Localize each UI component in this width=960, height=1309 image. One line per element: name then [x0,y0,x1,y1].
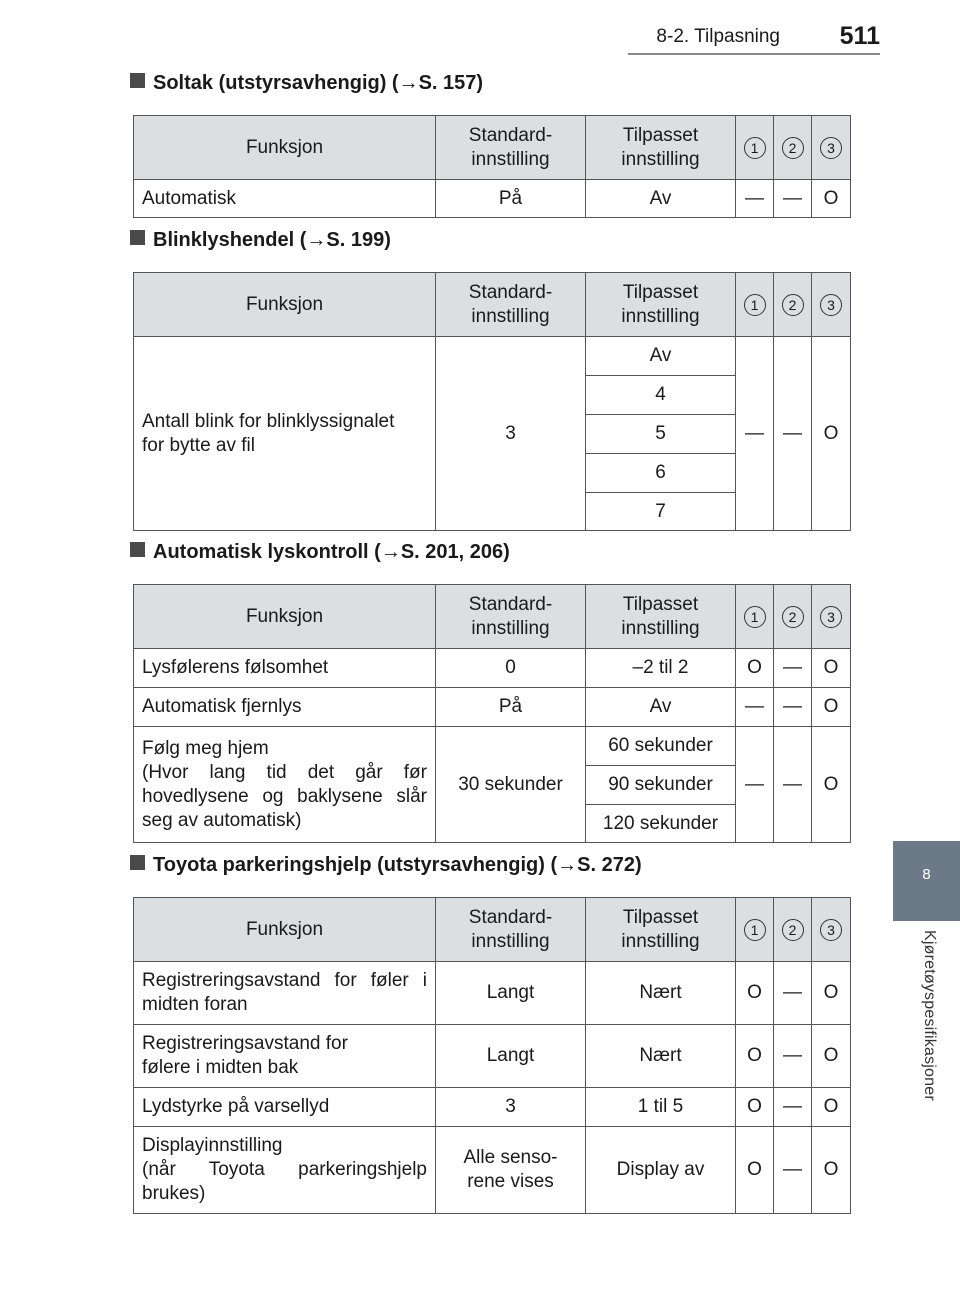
table-row [134,180,851,218]
table-row [134,962,851,1025]
cell-default: Langt [436,1025,586,1088]
col-custom: Tilpasset innstilling [586,273,736,337]
cell-custom-option: 5 [586,415,736,454]
cell-c3: O [812,688,851,727]
square-bullet-icon [130,542,145,557]
cell-c2: — [774,688,812,727]
cell-c1: O [736,1025,774,1088]
circled-2-icon: 2 [782,294,804,316]
circled-2-icon: 2 [782,137,804,159]
table-header-row [134,273,851,337]
chapter-label: Kjøretøyspesifikasjoner [921,930,938,1101]
cell-c3: O [812,1127,851,1214]
cell-default: 3 [436,1088,586,1127]
cell-c3: O [812,649,851,688]
col-function: Funksjon [134,273,436,337]
cell-c3: O [812,337,851,531]
circled-2-icon: 2 [782,919,804,941]
cell-c2: — [774,962,812,1025]
header-rule [628,53,880,55]
cell-c1: — [736,337,774,531]
cell-custom: Nært [586,962,736,1025]
cell-custom-option: 120 sekunder [586,805,736,843]
section-heading-lyskontroll: Automatisk lyskontroll (→S. 201, 206) [130,541,510,564]
col-default: Standard- innstilling [436,116,586,180]
table-header-row [134,116,851,180]
table-row [134,337,851,376]
cell-function: Registreringsavstand for følere i midten bak [134,1025,436,1088]
circled-1-icon: 1 [744,606,766,628]
table-blinklys [133,272,851,531]
circled-1-icon: 1 [744,137,766,159]
col-function: Funksjon [134,585,436,649]
cell-c1: O [736,962,774,1025]
cell-default: På [436,180,586,218]
cell-c1: O [736,649,774,688]
cell-c2: — [774,180,812,218]
cell-function: Følg meg hjem (Hvor lang tid det går før hovedlysene og baklysene slår seg av automatisk) [134,727,436,843]
cell-function: Antall blink for blinklyssignalet for bytte av fil [134,337,436,531]
cell-custom-option: 4 [586,376,736,415]
cell-c1: O [736,1088,774,1127]
cell-c3: O [812,180,851,218]
section-title: 8-2. Tilpasning [656,26,780,47]
col-default: Standard- innstilling [436,585,586,649]
cell-custom-option: 7 [586,493,736,531]
page-number: 511 [839,22,880,50]
table-lyskontroll [133,584,851,843]
cell-default: Langt [436,962,586,1025]
cell-default: 30 sekunder [436,727,586,843]
col-default: Standard- innstilling [436,273,586,337]
circled-3-icon: 3 [820,137,842,159]
cell-custom-option: 90 sekunder [586,766,736,805]
cell-c2: — [774,1088,812,1127]
square-bullet-icon [130,73,145,88]
cell-c1: — [736,727,774,843]
cell-function: Registreringsavstand for føler i midten foran [134,962,436,1025]
cell-c2: — [774,1127,812,1214]
chapter-tab[interactable]: 8 [893,841,960,921]
circled-3-icon: 3 [820,606,842,628]
section-heading-soltak: Soltak (utstyrsavhengig) (→S. 157) [130,72,483,95]
cell-c3: O [812,1088,851,1127]
cell-c2: — [774,727,812,843]
cell-c1: — [736,180,774,218]
col-custom: Tilpasset innstilling [586,898,736,962]
col-default: Standard- innstilling [436,898,586,962]
table-row [134,727,851,766]
cell-c3: O [812,727,851,843]
cell-c2: — [774,337,812,531]
cell-default: 0 [436,649,586,688]
circled-3-icon: 3 [820,919,842,941]
cell-c3: O [812,1025,851,1088]
col-custom: Tilpasset innstilling [586,585,736,649]
table-row [134,1025,851,1088]
col-custom: Tilpasset innstilling [586,116,736,180]
circled-2-icon: 2 [782,606,804,628]
cell-c2: — [774,1025,812,1088]
cell-custom: Nært [586,1025,736,1088]
cell-default: 3 [436,337,586,531]
cell-custom-option: 6 [586,454,736,493]
page-header [0,22,960,56]
col-function: Funksjon [134,116,436,180]
circled-3-icon: 3 [820,294,842,316]
cell-function: Automatisk [134,180,436,218]
table-header-row [134,585,851,649]
cell-c3: O [812,962,851,1025]
cell-c1: O [736,1127,774,1214]
cell-custom: Av [586,180,736,218]
cell-custom-option: Av [586,337,736,376]
cell-function: Automatisk fjernlys [134,688,436,727]
cell-custom-option: 60 sekunder [586,727,736,766]
table-row [134,1127,851,1214]
square-bullet-icon [130,230,145,245]
table-header-row [134,898,851,962]
cell-custom: 1 til 5 [586,1088,736,1127]
col-function: Funksjon [134,898,436,962]
cell-custom: Display av [586,1127,736,1214]
table-row [134,688,851,727]
section-heading-parkeringshjelp: Toyota parkeringshjelp (utstyrsavhengig) (→S. 272) [130,854,642,877]
circled-1-icon: 1 [744,919,766,941]
cell-c2: — [774,649,812,688]
square-bullet-icon [130,855,145,870]
cell-function: Displayinnstilling (når Toyota parkeringshjelp brukes) [134,1127,436,1214]
table-parkeringshjelp [133,897,851,1214]
circled-1-icon: 1 [744,294,766,316]
cell-function: Lysfølerens følsomhet [134,649,436,688]
table-row [134,1088,851,1127]
cell-c1: — [736,688,774,727]
cell-custom: Av [586,688,736,727]
cell-default: Alle senso- rene vises [436,1127,586,1214]
cell-default: På [436,688,586,727]
table-row [134,649,851,688]
section-heading-blinklys: Blinklyshendel (→S. 199) [130,229,391,252]
cell-function: Lydstyrke på varsellyd [134,1088,436,1127]
table-soltak [133,115,851,218]
cell-custom: –2 til 2 [586,649,736,688]
